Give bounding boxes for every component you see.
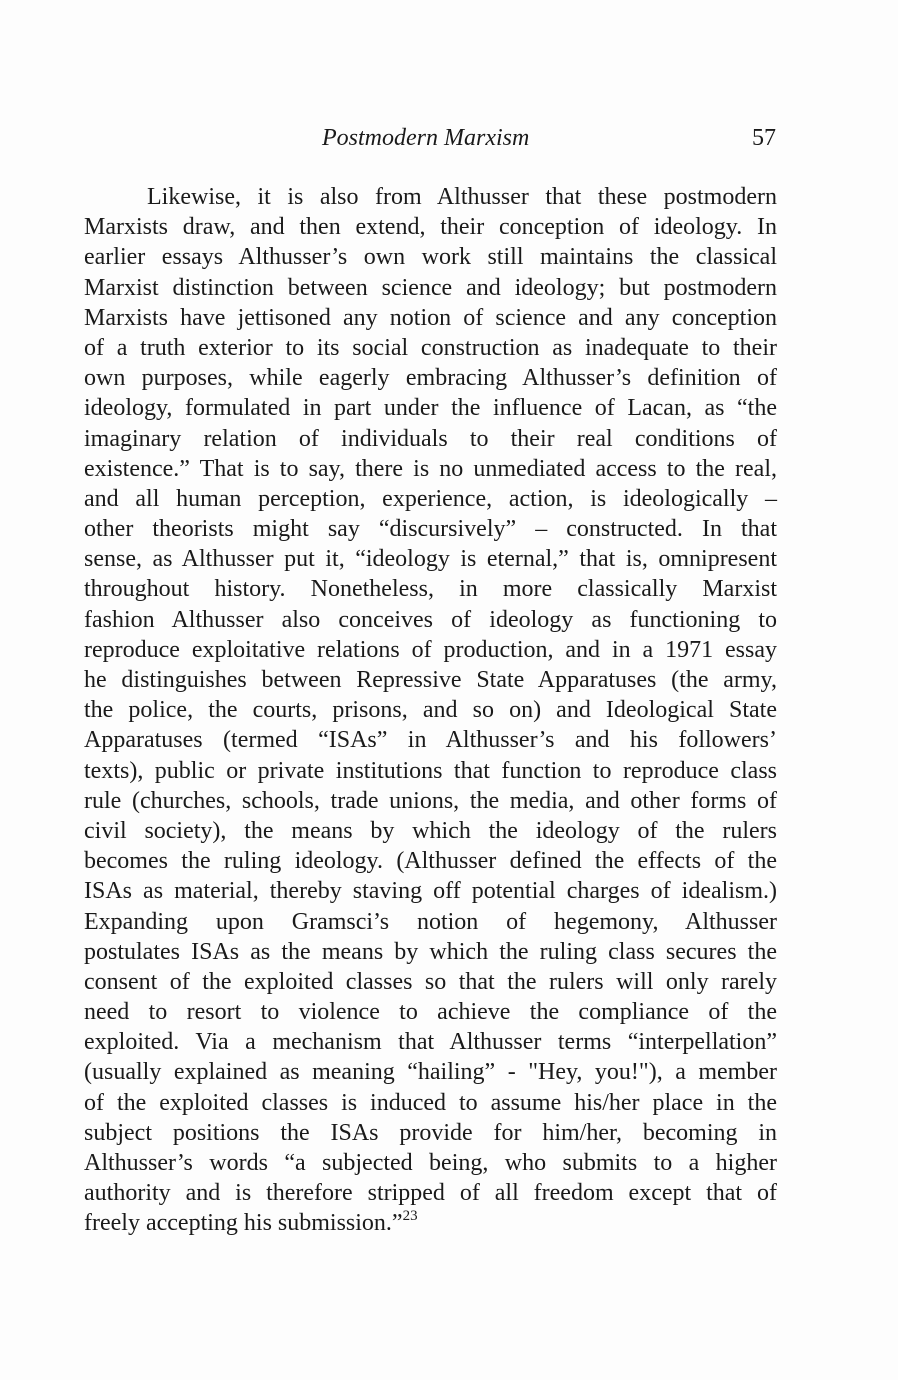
text-line: need to resort to violence to achieve the compliance of the bbox=[84, 999, 777, 1026]
footnote-reference[interactable]: 23 bbox=[402, 1208, 418, 1225]
text-line: (usually explained as meaning “hailing” - "Hey, you!"), a member bbox=[84, 1059, 777, 1086]
text-line: consent of the exploited classes so that the rulers will only rarely bbox=[84, 968, 777, 995]
text-line: reproduce exploitative relations of production, and in a 1971 essay bbox=[84, 636, 777, 663]
text-line: subject positions the ISAs provide for him/her, becoming in bbox=[84, 1119, 777, 1146]
text-line: rule (churches, schools, trade unions, the media, and other forms of bbox=[84, 787, 777, 814]
text-line: authority and is therefore stripped of all freedom except that of bbox=[84, 1180, 777, 1207]
text-line: fashion Althusser also conceives of ideology as functioning to bbox=[84, 606, 777, 633]
text-line: Likewise, it is also from Althusser that these postmodern bbox=[147, 184, 777, 210]
text-line: and all human perception, experience, action, is ideologically – bbox=[84, 485, 777, 512]
text-line: postulates ISAs as the means by which the ruling class secures the bbox=[84, 938, 777, 965]
text-line: Althusser’s words “a subjected being, who submits to a higher bbox=[84, 1150, 777, 1176]
text-line: of the exploited classes is induced to assume his/her place in the bbox=[84, 1089, 777, 1116]
text-line: Marxists have jettisoned any notion of science and any conception bbox=[84, 304, 777, 331]
text-line: Apparatuses (termed “ISAs” in Althusser’s and his followers’ bbox=[84, 727, 777, 754]
text-line: other theorists might say “discursively” – constructed. In that bbox=[84, 516, 777, 543]
page-number: 57 bbox=[752, 125, 776, 151]
final-text-line bbox=[84, 1208, 777, 1238]
running-head bbox=[0, 123, 898, 155]
text-line: earlier essays Althusser’s own work still maintains the classical bbox=[84, 244, 777, 271]
text-line: own purposes, while eagerly embracing Althusser’s definition of bbox=[84, 365, 777, 392]
text-line: throughout history. Nonetheless, in more classically Marxist bbox=[84, 576, 777, 603]
text-line: he distinguishes between Repressive State Apparatuses (the army, bbox=[84, 667, 777, 693]
text-line: imaginary relation of individuals to their real conditions of bbox=[84, 425, 777, 452]
running-title: Postmodern Marxism bbox=[322, 125, 530, 151]
text-line: of a truth exterior to its social construction as inadequate to their bbox=[84, 334, 777, 361]
text-line: exploited. Via a mechanism that Althusser terms “interpellation” bbox=[84, 1029, 777, 1056]
text-line: sense, as Althusser put it, “ideology is eternal,” that is, omnipresent bbox=[84, 546, 777, 573]
final-line-text: freely accepting his submission.” bbox=[84, 1210, 403, 1237]
text-line: becomes the ruling ideology. (Althusser defined the effects of the bbox=[84, 848, 777, 875]
text-line: ISAs as material, thereby staving off potential charges of idealism.) bbox=[84, 878, 777, 905]
text-line: Marxist distinction between science and ideology; but postmodern bbox=[84, 274, 777, 301]
text-line: the police, the courts, prisons, and so on) and Ideological State bbox=[84, 697, 777, 724]
text-line: civil society), the means by which the ideology of the rulers bbox=[84, 817, 777, 844]
text-line: existence.” That is to say, there is no unmediated access to the real, bbox=[84, 455, 777, 482]
text-line: Marxists draw, and then extend, their conception of ideology. In bbox=[84, 214, 777, 241]
text-line: texts), public or private institutions that function to reproduce class bbox=[84, 757, 777, 784]
text-line: Expanding upon Gramsci’s notion of hegemony, Althusser bbox=[84, 908, 777, 935]
body-paragraph bbox=[84, 182, 777, 1239]
text-line: ideology, formulated in part under the influence of Lacan, as “the bbox=[84, 395, 777, 422]
